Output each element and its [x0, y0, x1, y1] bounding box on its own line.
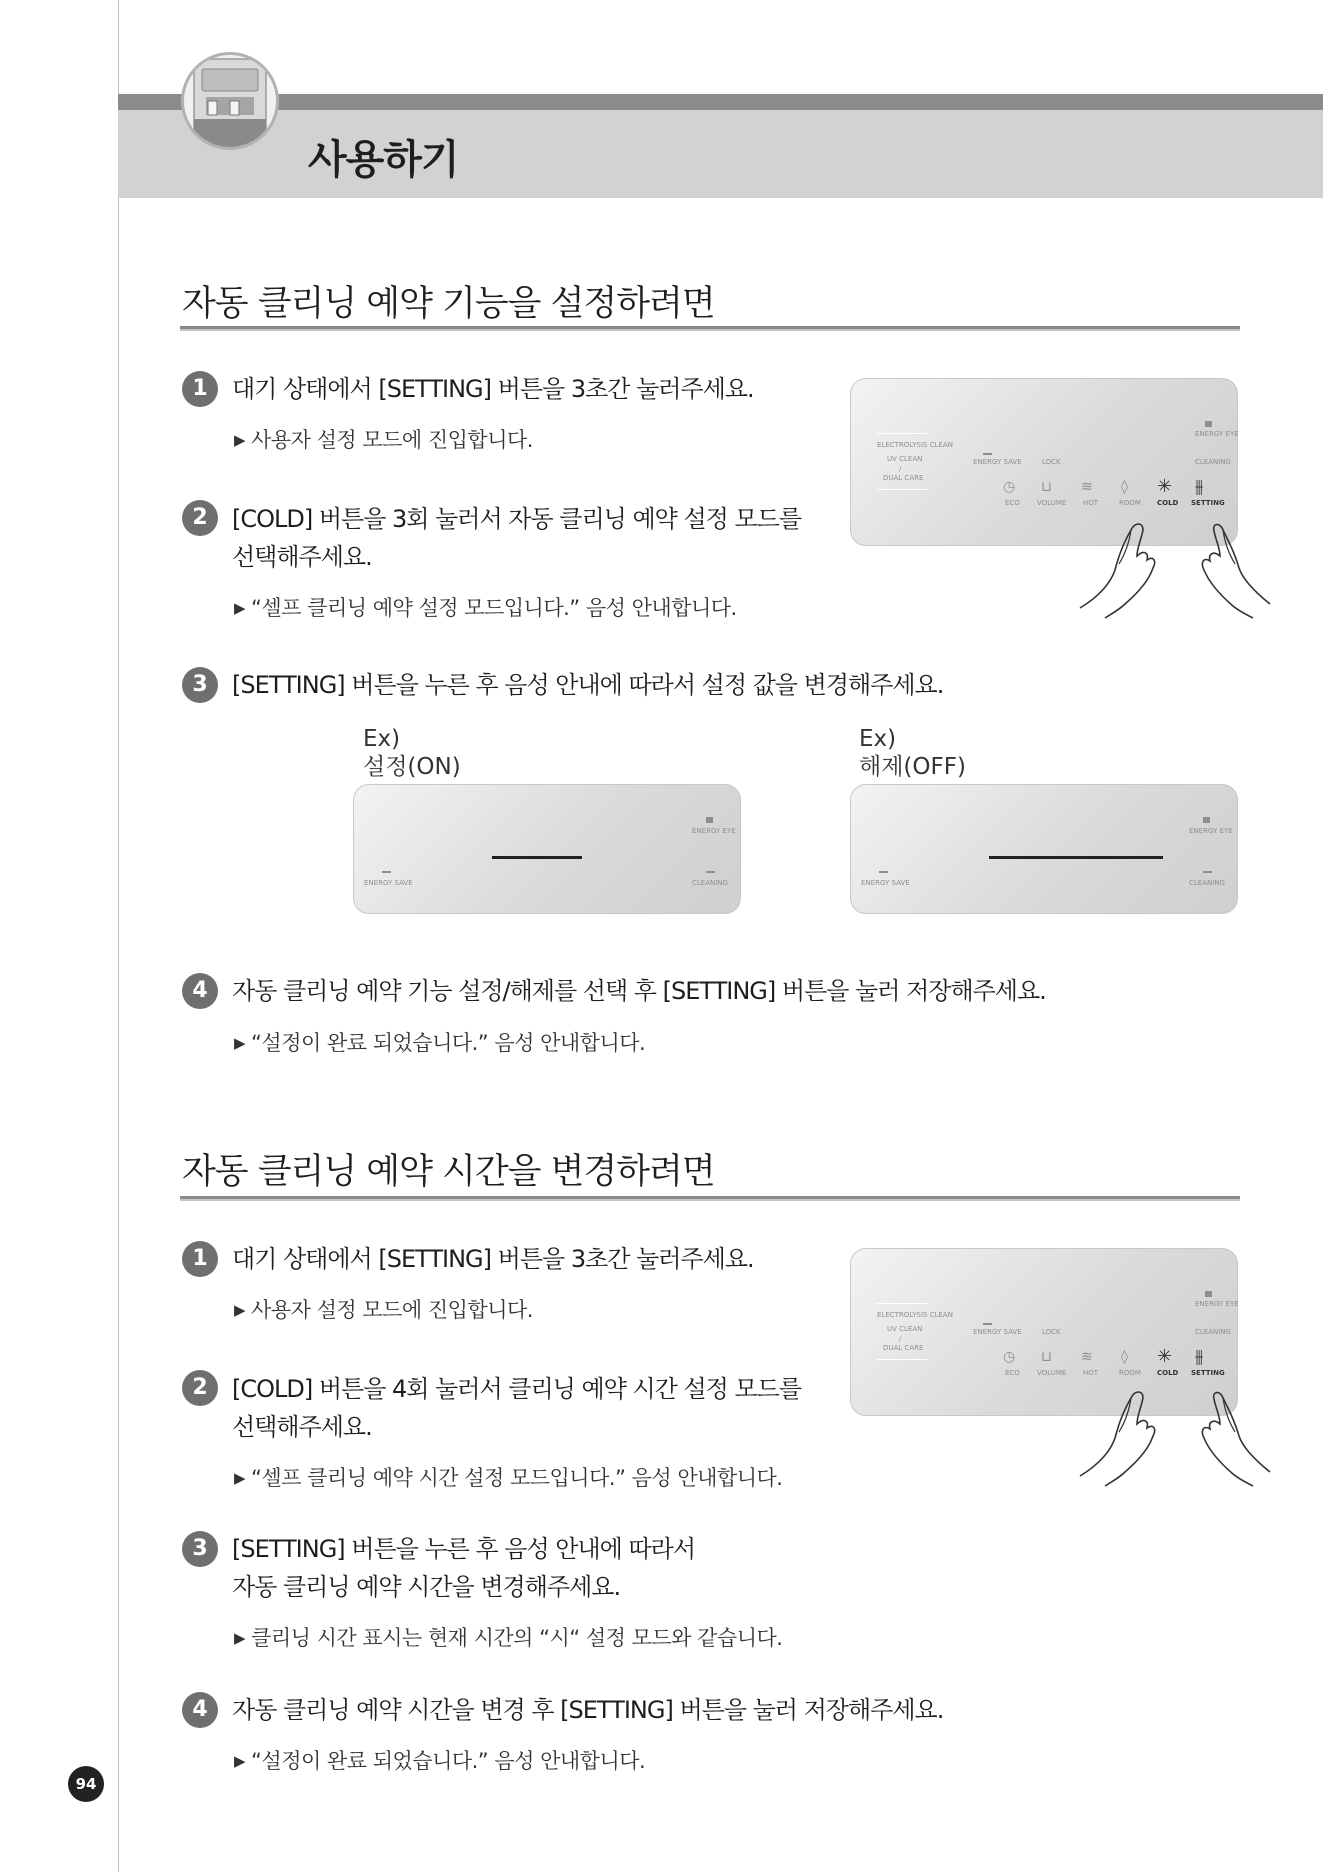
product-image: [181, 52, 279, 150]
step-text: 대기 상태에서 [SETTING] 버튼을 3초간 눌러주세요.: [232, 1245, 754, 1273]
step-note: ▶ 사용자 설정 모드에 진입합니다.: [234, 1298, 533, 1322]
display-panel-on: ENERGY EYE ENERGY SAVE CLEANING: [353, 784, 741, 914]
control-panel-illustration: ELECTROLYSIS CLEAN UV CLEAN / DUAL CARE ENERGY SAVE LOCK ENERGY EYE CLEANING ◷ ⊔ ≋ ◊ ✳ ⫵ ECO VOLUME HOT ROOM COLD SETTING: [850, 378, 1238, 546]
page-margin-line: [118, 0, 119, 1872]
setting-icon: ⫵: [1195, 1346, 1204, 1367]
step-text: 대기 상태에서 [SETTING] 버튼을 3초간 눌러주세요.: [232, 375, 754, 403]
timer-icon: ◷: [1003, 479, 1016, 495]
cup-icon: ⊔: [1041, 479, 1052, 495]
step-number: 2: [182, 500, 218, 536]
page-number: 94: [68, 1766, 104, 1802]
control-panel-illustration: ELECTROLYSIS CLEAN UV CLEAN / DUAL CARE ENERGY SAVE LOCK ENERGY EYE CLEANING ◷ ⊔ ≋ ◊ ✳ ⫵ ECO VOLUME HOT ROOM COLD SETTING: [850, 1248, 1238, 1416]
step-text: [SETTING] 버튼을 누른 후 음성 안내에 따라서 설정 값을 변경해주세요.: [232, 671, 944, 699]
step-number: 4: [182, 1692, 218, 1728]
header-bar: [118, 94, 1323, 110]
step-number: 1: [182, 1241, 218, 1277]
step-note: ▶ 사용자 설정 모드에 진입합니다.: [234, 428, 533, 452]
section-divider: [180, 326, 1240, 331]
hand-press-illustration: [1075, 1368, 1275, 1488]
step-text: [COLD] 버튼을 4회 눌러서 클리닝 예약 시간 설정 모드를 선택해주세요.: [232, 1375, 802, 1441]
step-text: 자동 클리닝 예약 기능 설정/해제를 선택 후 [SETTING] 버튼을 눌러 저장해주세요.: [232, 977, 1046, 1005]
step-number: 1: [182, 371, 218, 407]
section-title: 자동 클리닝 예약 기능을 설정하려면: [182, 284, 715, 324]
step-number: 4: [182, 973, 218, 1009]
setting-icon: ⫵: [1195, 476, 1204, 497]
step-note: ▶ “설정이 완료 되었습니다.” 음성 안내합니다.: [234, 1749, 646, 1773]
snowflake-icon: ✳: [1157, 476, 1173, 497]
page-title: 사용하기: [308, 137, 459, 183]
step-note: ▶ “설정이 완료 되었습니다.” 음성 안내합니다.: [234, 1031, 646, 1055]
section-divider: [180, 1196, 1240, 1201]
step-number: 3: [182, 667, 218, 703]
step-text: [SETTING] 버튼을 누른 후 음성 안내에 따라서 자동 클리닝 예약 시간을 변경해주세요.: [232, 1535, 696, 1601]
snowflake-icon: ✳: [1157, 1346, 1173, 1367]
example-label: Ex) 해제(OFF): [859, 726, 966, 780]
water-drop-icon: ◊: [1121, 1349, 1128, 1365]
step-text: 자동 클리닝 예약 시간을 변경 후 [SETTING] 버튼을 눌러 저장해주세요.: [232, 1696, 944, 1724]
steam-icon: ≋: [1081, 479, 1093, 495]
hand-press-illustration: [1075, 500, 1275, 620]
example-label: Ex) 설정(ON): [363, 726, 461, 780]
step-text: [COLD] 버튼을 3회 눌러서 자동 클리닝 예약 설정 모드를 선택해주세요.: [232, 505, 802, 571]
step-note: ▶ “셀프 클리닝 예약 설정 모드입니다.” 음성 안내합니다.: [234, 596, 737, 620]
step-note: ▶ 클리닝 시간 표시는 현재 시간의 “시“ 설정 모드와 같습니다.: [234, 1626, 783, 1650]
header-band: [118, 110, 1323, 198]
display-panel-off: ENERGY EYE ENERGY SAVE CLEANING: [850, 784, 1238, 914]
step-number: 3: [182, 1531, 218, 1567]
water-drop-icon: ◊: [1121, 479, 1128, 495]
step-number: 2: [182, 1370, 218, 1406]
steam-icon: ≋: [1081, 1349, 1093, 1365]
section-title: 자동 클리닝 예약 시간을 변경하려면: [182, 1152, 715, 1192]
timer-icon: ◷: [1003, 1349, 1016, 1365]
cup-icon: ⊔: [1041, 1349, 1052, 1365]
step-note: ▶ “셀프 클리닝 예약 시간 설정 모드입니다.” 음성 안내합니다.: [234, 1466, 783, 1490]
